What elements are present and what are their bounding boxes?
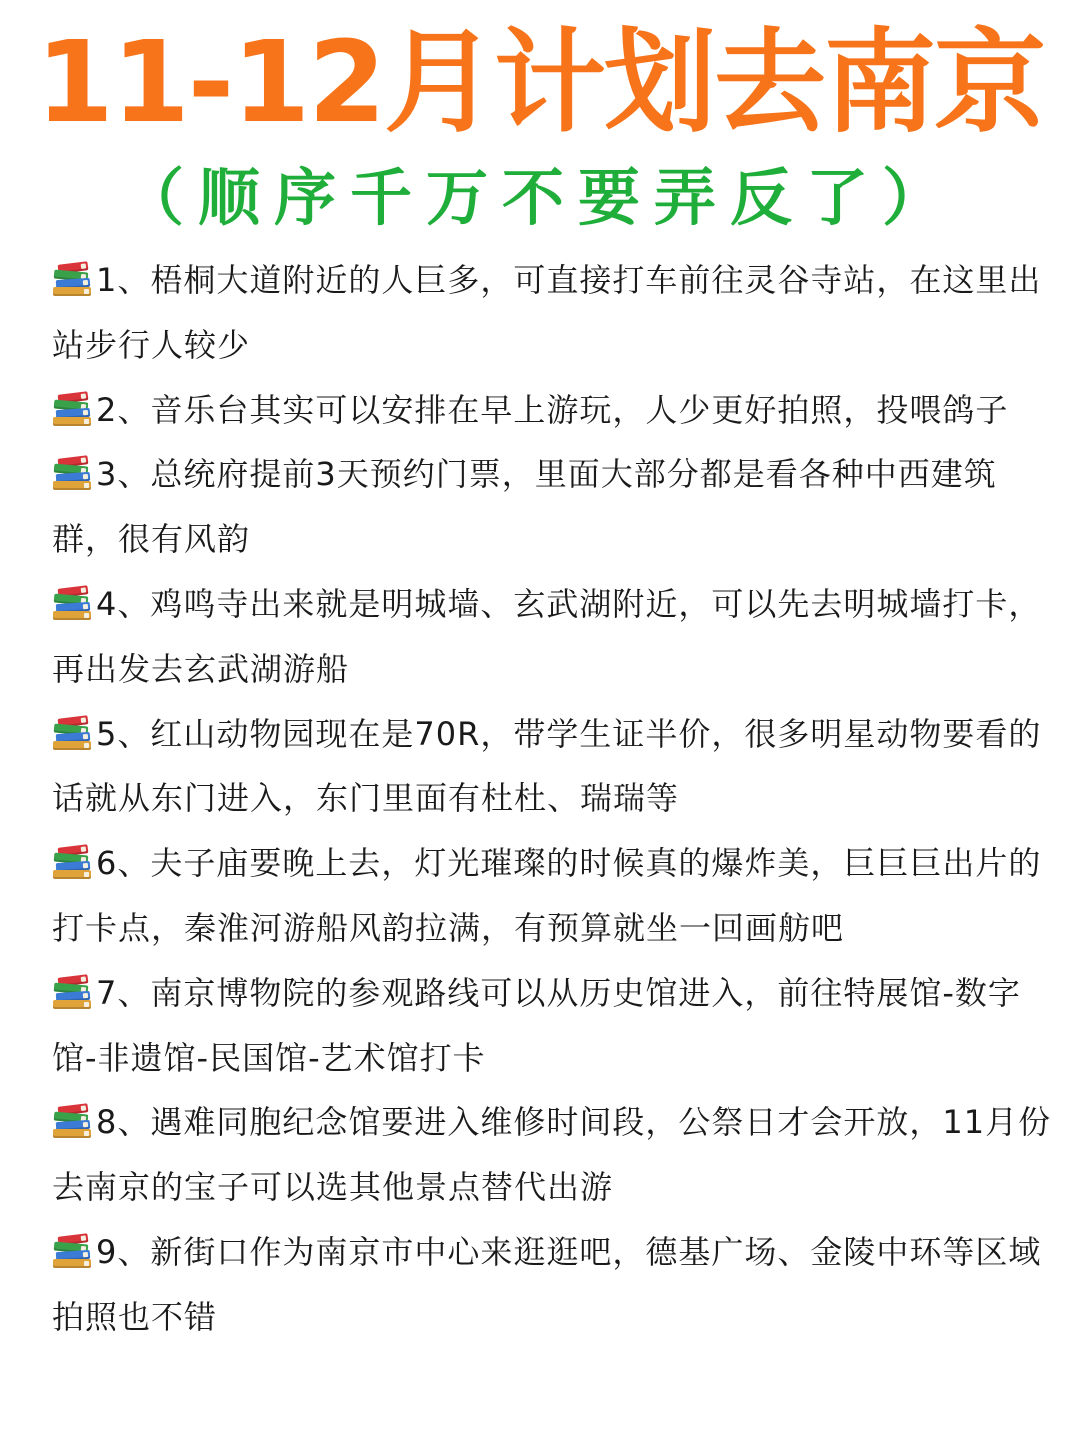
list-item: [52, 1220, 1052, 1350]
books-icon: [52, 716, 94, 750]
books-icon: [52, 586, 94, 620]
list-item: [52, 442, 1052, 572]
list-item: [52, 248, 1052, 378]
list-item-text: 7、南京博物院的参观路线可以从历史馆进入，前往特展馆-数字馆-非遗馆-民国馆-艺术馆打卡: [52, 973, 1021, 1077]
page-subtitle: （顺序千万不要弄反了）: [121, 161, 958, 234]
list-item: [52, 702, 1052, 832]
page-title: 11-12月计划去南京: [35, 18, 1045, 148]
list-item: [52, 572, 1052, 702]
list-item-text: 1、梧桐大道附近的人巨多，可直接打车前往灵谷寺站，在这里出站步行人较少: [52, 261, 1042, 364]
books-icon: [52, 392, 94, 426]
list-item-text: 9、新街口作为南京市中心来逛逛吧，德基广场、金陵中环等区域拍照也不错: [52, 1232, 1042, 1336]
list-item: [52, 831, 1052, 961]
tips-list: [52, 248, 1052, 1350]
list-item: [52, 961, 1052, 1091]
books-icon: [52, 262, 94, 296]
books-icon: [52, 1104, 94, 1138]
list-item-text: 5、红山动物园现在是70R，带学生证半价，很多明星动物要看的话就从东门进入，东门里面有杜杜、瑞瑞等: [52, 714, 1042, 818]
list-item-text: 2、音乐台其实可以安排在早上游玩，人少更好拍照，投喂鸽子: [96, 390, 1009, 429]
list-item-text: 4、鸡鸣寺出来就是明城墙、玄武湖附近，可以先去明城墙打卡，再出发去玄武湖游船: [52, 584, 1042, 688]
books-icon: [52, 845, 94, 879]
books-icon: [52, 456, 94, 490]
list-item: [52, 378, 1052, 443]
books-icon: [52, 975, 94, 1009]
list-item-text: 6、夫子庙要晚上去，灯光璀璨的时候真的爆炸美，巨巨巨出片的打卡点，秦淮河游船风韵拉满，有预算就坐一回画舫吧: [52, 844, 1042, 947]
list-item-text: 3、总统府提前3天预约门票，里面大部分都是看各种中西建筑群，很有风韵: [52, 455, 997, 559]
books-icon: [52, 1234, 94, 1268]
list-item: [52, 1090, 1052, 1220]
list-item-text: 8、遇难同胞纪念馆要进入维修时间段，公祭日才会开放，11月份去南京的宝子可以选其他景点替代出游: [52, 1103, 1052, 1207]
